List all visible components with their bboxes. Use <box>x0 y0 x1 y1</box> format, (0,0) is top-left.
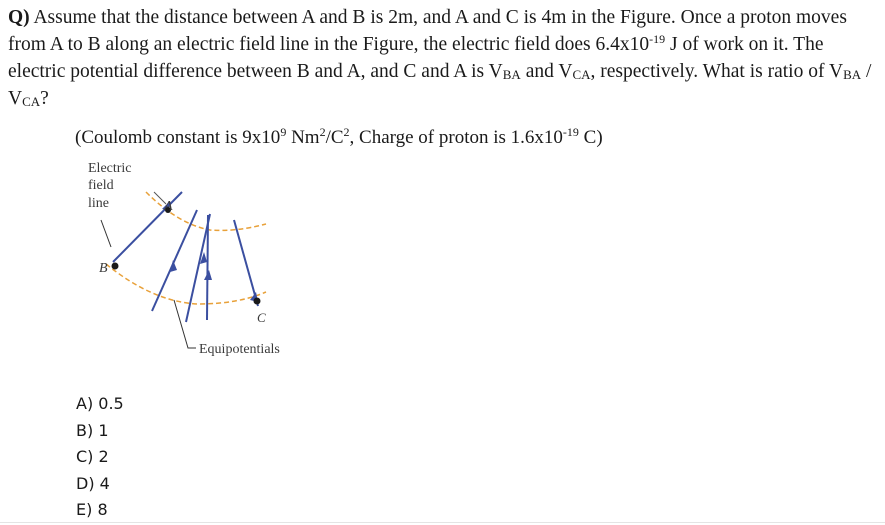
choice-b-value: 1 <box>98 420 109 440</box>
bottom-divider <box>0 522 885 523</box>
choice-e-letter: E) <box>76 500 93 519</box>
label-field: field <box>88 178 114 193</box>
answer-choices <box>76 391 124 524</box>
field-line-4 <box>207 215 208 320</box>
coulomb-exponent: 9 <box>280 125 287 139</box>
choice-c-value: 2 <box>98 447 109 466</box>
point-a-leader <box>154 192 166 204</box>
choice-a-value: 0.5 <box>98 394 124 413</box>
field-line-2 <box>152 210 197 311</box>
question-part-3: and V <box>520 61 573 82</box>
field-figure <box>78 152 318 367</box>
charge-exponent: -19 <box>562 125 579 139</box>
question-part-6: ? <box>40 88 49 109</box>
choice-c[interactable] <box>76 444 124 471</box>
choice-b[interactable] <box>76 418 124 445</box>
question-part-5: / V <box>8 61 872 109</box>
constants-part-4: , Charge of proton is 1.6x10 <box>349 127 563 148</box>
question-part-1: Assume that the distance between A and B is 2m, and A and C is 4m in the Figure. Once a proton moves from A to B along an electric field line in the Figure, the electric field does 6.4x10 <box>8 7 847 55</box>
point-c-label: C <box>257 310 266 325</box>
label-equipotentials: Equipotentials <box>199 342 280 357</box>
choice-e-value: 8 <box>97 500 108 519</box>
equipotential-arc-inner <box>106 264 266 304</box>
question-part-2: J of work on it. The electric potential difference between B and A, and C and A is V <box>8 34 824 82</box>
meter-exponent: 2 <box>319 125 326 139</box>
choice-d-value: 4 <box>99 473 110 493</box>
subscript-ba-2: BA <box>843 67 862 82</box>
field-line-5 <box>234 220 258 306</box>
constants-part-3: /C <box>325 127 344 148</box>
work-exponent: -19 <box>649 32 666 46</box>
constants-part-1: (Coulomb constant is 9x10 <box>75 127 281 148</box>
question-text <box>8 4 874 112</box>
point-c-dot <box>254 298 261 305</box>
subscript-ca: CA <box>572 67 591 82</box>
choice-e[interactable] <box>76 497 124 524</box>
constants-part-2: Nm <box>286 127 320 148</box>
choice-c-letter: C) <box>76 447 94 466</box>
choice-a-letter: A) <box>76 394 94 413</box>
question-label: Q) <box>8 7 30 28</box>
label-line: line <box>88 196 109 211</box>
choice-d[interactable] <box>76 471 124 498</box>
equipotentials-leader <box>174 300 196 348</box>
choice-d-letter: D) <box>76 473 95 493</box>
constants-part-5: C) <box>578 127 603 148</box>
electric-field-leader <box>101 220 111 247</box>
subscript-ca-2: CA <box>22 94 41 109</box>
coulomb-unit-exponent: 2 <box>343 125 350 139</box>
point-b-dot <box>112 263 119 270</box>
choice-a[interactable] <box>76 391 124 418</box>
point-a-label: A <box>164 199 173 214</box>
label-electric: Electric <box>88 161 132 176</box>
subscript-ba: BA <box>502 67 521 82</box>
question-part-4: , respectively. What is ratio of V <box>590 61 844 82</box>
point-b-label: B <box>99 261 108 276</box>
constants-note <box>75 125 603 151</box>
choice-b-letter: B) <box>76 420 94 440</box>
